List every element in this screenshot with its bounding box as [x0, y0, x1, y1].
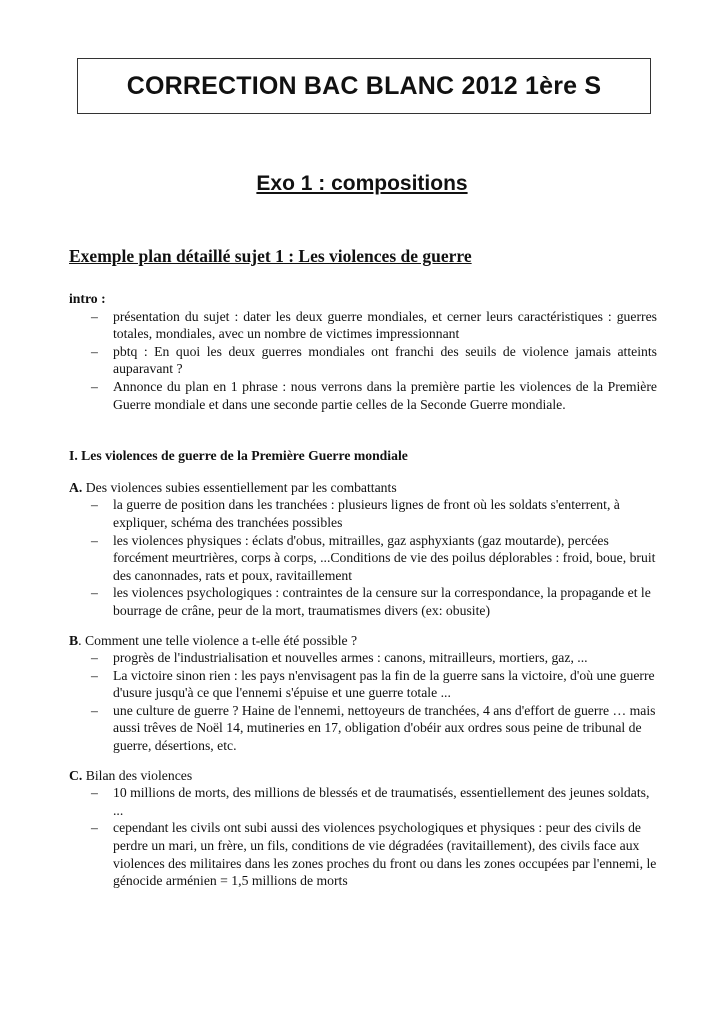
part1-heading: I. Les violences de guerre de la Première Guerre mondiale: [69, 448, 408, 464]
spacer: [69, 413, 657, 447]
subsection-B-heading: [69, 632, 657, 650]
list-item: – la guerre de position dans les tranchées : plusieurs lignes de front où les soldats s'enterrent, à expliquer, schéma des tranchées possibles: [113, 496, 657, 531]
subsection-A-text: Des violences subies essentiellement par les combattants: [82, 479, 397, 495]
intro-list: [69, 308, 657, 414]
title-box: [77, 58, 651, 114]
spacer: [69, 755, 657, 767]
subsection-A-list: [69, 496, 657, 619]
subsection-C-text: Bilan des violences: [82, 767, 193, 783]
exercise-heading: Exo 1 : compositions: [256, 172, 468, 195]
list-item: – présentation du sujet : dater les deux guerre mondiales, et cerner leurs caractéristiques : guerres totales, mondiales, avec un nombre de victimes impressionnant: [113, 308, 657, 343]
spacer: [69, 620, 657, 632]
document-body: [69, 290, 657, 890]
plan-heading: Exemple plan détaillé sujet 1 : Les violences de guerre: [69, 246, 472, 266]
subsection-B-list: [69, 649, 657, 755]
list-item: – les violences physiques : éclats d'obus, mitrailles, gaz asphyxiants (gaz moutarde), percées forcément meurtrières, corps à corps, ...Conditions de vie des poilus déplorables : froid, boue, bruit des canonnades, rats et poux, ravitaillement: [113, 532, 657, 585]
list-item: – cependant les civils ont subi aussi des violences psychologiques et physiques : peur des civils de perdre un mari, un frère, un fils, conditions de vie dégradées (ravitaillement), des civils face aux violences des militaires dans les zones proches du front ou dans les zones occupées par l'ennemi, le génocide arménien = 1,5 millions de morts: [113, 819, 657, 889]
spacer: [69, 465, 657, 479]
subsection-C-list: [69, 784, 657, 890]
document-title: CORRECTION BAC BLANC 2012 1ère S: [126, 71, 602, 100]
subsection-B-letter: B: [69, 632, 79, 648]
list-item: – progrès de l'industrialisation et nouvelles armes : canons, mitrailleurs, mortiers, gaz, ...: [113, 649, 657, 667]
intro-label: intro :: [69, 291, 106, 306]
subsection-B-text: . Comment une telle violence a t-elle été possible ?: [78, 632, 358, 648]
list-item: – 10 millions de morts, des millions de blessés et de traumatisés, essentiellement des jeunes soldats, ...: [113, 784, 657, 819]
list-item: – une culture de guerre ? Haine de l'ennemi, nettoyeurs de tranchées, 4 ans d'effort de guerre … mais aussi trêves de Noël 14, mutineries en 17, obligation d'obéir aux ordres sous peine de tribunal de guerre, désertions, etc.: [113, 702, 657, 755]
list-item: – pbtq : En quoi les deux guerres mondiales ont franchi des seuils de violence jamais atteints auparavant ?: [113, 343, 657, 378]
list-item: – La victoire sinon rien : les pays n'envisagent pas la fin de la guerre sans la victoire, d'où une guerre d'usure jusqu'à ce que l'ennemi s'épuise et une guerre totale ...: [113, 667, 657, 702]
subsection-A-heading: [69, 479, 657, 497]
list-item: – les violences psychologiques : contraintes de la censure sur la correspondance, la propagande et le bourrage de crâne, peur de la mort, traumatismes divers (ex: obusite): [113, 584, 657, 619]
exercise-heading-container: [0, 172, 724, 196]
subsection-C-letter: C.: [69, 767, 83, 783]
subsection-A-letter: A.: [69, 479, 83, 495]
list-item: – Annonce du plan en 1 phrase : nous verrons dans la première partie les violences de la Première Guerre mondiale et dans une seconde partie celles de la Seconde Guerre mondiale.: [113, 378, 657, 413]
subsection-C-heading: [69, 767, 657, 785]
